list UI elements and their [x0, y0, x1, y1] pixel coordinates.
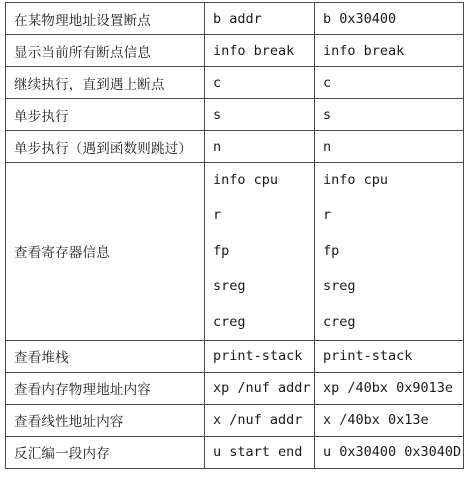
table-row [6, 35, 464, 67]
row-example-list [315, 163, 464, 341]
row-example: print-stack [315, 340, 464, 372]
row-example: b 0x30400 [315, 3, 464, 35]
row-description: 在某物理地址设置断点 [6, 3, 205, 35]
row-example: s [315, 99, 464, 131]
row-example: c [315, 67, 464, 99]
row-description: 查看内存物理地址内容 [6, 372, 205, 404]
row-example: u 0x30400 0x3040D [315, 436, 464, 468]
row-command: info break [205, 35, 315, 67]
row-command: c [205, 67, 315, 99]
row-command: s [205, 99, 315, 131]
row-description: 继续执行，直到遇上断点 [6, 67, 205, 99]
row-command-list [205, 163, 315, 341]
row-command: r [213, 207, 222, 224]
row-description: 单步执行（遇到函数则跳过） [6, 131, 205, 163]
row-example: info break [315, 35, 464, 67]
row-description: 显示当前所有断点信息 [6, 35, 205, 67]
row-example: x /40bx 0x13e [315, 404, 464, 436]
table-row [6, 163, 464, 341]
row-example: fp [323, 242, 340, 259]
row-example: r [323, 207, 332, 224]
command-table-container [5, 2, 463, 469]
table-row [6, 131, 464, 163]
row-command: fp [213, 242, 230, 259]
table-row [6, 67, 464, 99]
row-example: xp /40bx 0x9013e [315, 372, 464, 404]
row-description: 查看寄存器信息 [6, 163, 205, 341]
row-command: print-stack [205, 340, 315, 372]
row-command: n [205, 131, 315, 163]
row-description: 单步执行 [6, 99, 205, 131]
bochs-debug-command-table [5, 2, 464, 469]
table-row [6, 99, 464, 131]
table-row [6, 372, 464, 404]
row-command: u start end [205, 436, 315, 468]
row-description: 查看线性地址内容 [6, 404, 205, 436]
row-command: sreg [213, 278, 246, 295]
row-command: b addr [205, 3, 315, 35]
row-example: info cpu [323, 172, 389, 188]
table-row [6, 3, 464, 35]
row-description: 反汇编一段内存 [6, 436, 205, 468]
table-row [6, 436, 464, 468]
row-description: 查看堆栈 [6, 340, 205, 372]
table-row [6, 340, 464, 372]
row-command: x /nuf addr [205, 404, 315, 436]
row-command: xp /nuf addr [205, 372, 315, 404]
row-example: creg [323, 313, 356, 330]
row-example: sreg [323, 278, 356, 295]
row-command: creg [213, 313, 246, 330]
row-example: n [315, 131, 464, 163]
table-row [6, 404, 464, 436]
row-command: info cpu [213, 172, 279, 188]
